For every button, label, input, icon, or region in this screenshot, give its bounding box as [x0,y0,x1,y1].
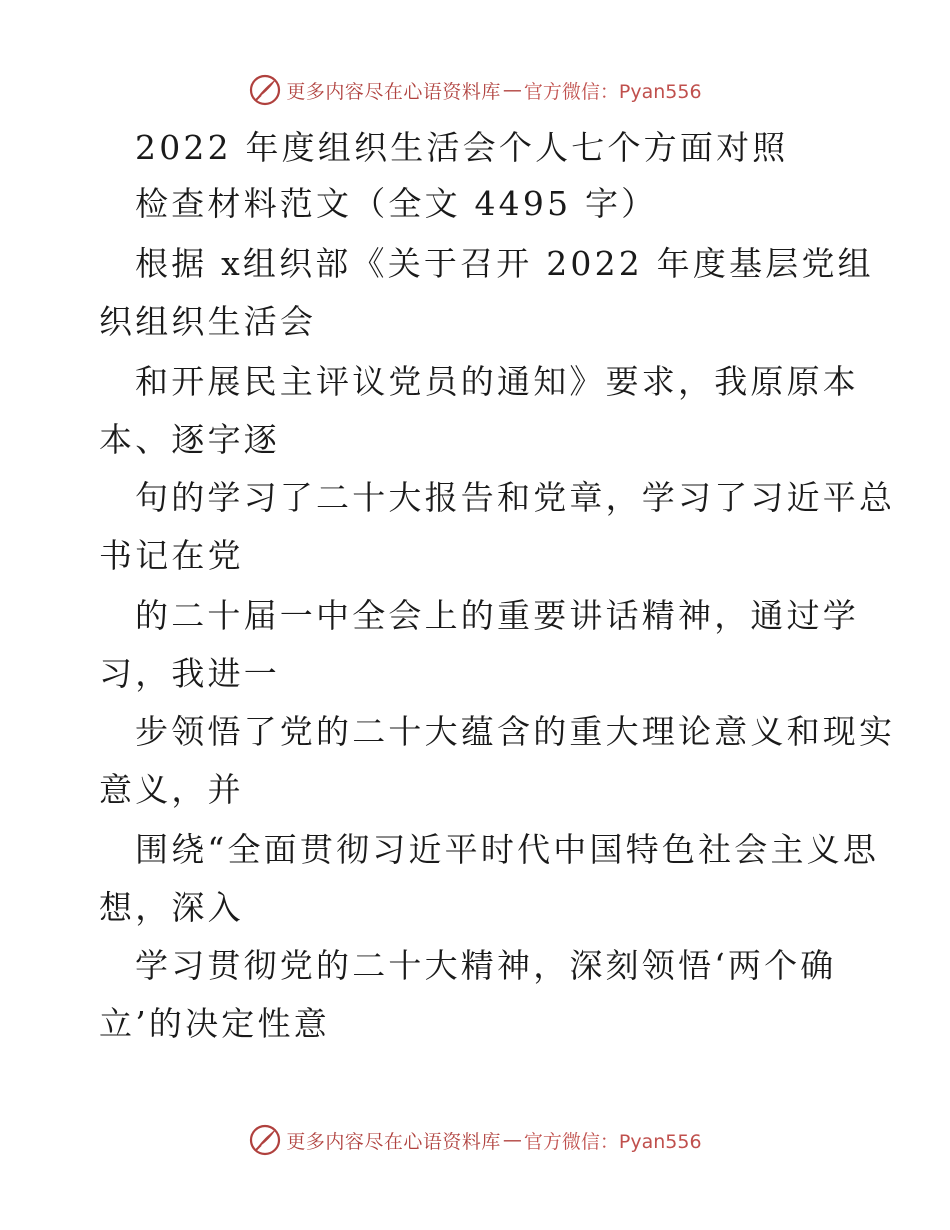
paragraph-line: 意义，并 [99,770,244,809]
feather-pen-logo-icon [248,1123,282,1157]
feather-pen-logo-icon [248,73,282,107]
watermark-dash: — [502,79,522,101]
paragraph-line: 的二十届一中全会上的重要讲话精神，通过学 [135,596,859,635]
header-watermark [0,70,950,110]
title-line-1: 2022 年度组织生活会个人七个方面对照 [135,128,789,167]
paragraph-line: 习，我进一 [99,654,280,693]
watermark-text: 更多内容尽在心语资料库 [286,1130,501,1153]
paragraph-line: 织组织生活会 [99,302,317,341]
paragraph-line: 书记在党 [99,536,244,575]
footer-watermark [0,1120,950,1160]
watermark-contact: 官方微信：Pyan556 [523,80,702,103]
paragraph-line: 学习贯彻党的二十大精神，深刻领悟‘两个确 [135,946,837,985]
watermark-text: 更多内容尽在心语资料库 [286,80,501,103]
title-line-2: 检查材料范文（全文 4495 字） [135,184,658,223]
paragraph-line: 步领悟了党的二十大蕴含的重大理论意义和现实 [135,712,896,751]
paragraph-line: 想，深入 [99,888,244,927]
paragraph-line: 立’的决定性意 [99,1004,330,1043]
watermark-dash: — [502,1129,522,1151]
paragraph-line: 本、逐字逐 [99,420,280,459]
paragraph-line: 句的学习了二十大报告和党章，学习了习近平总 [135,478,896,517]
paragraph-line: 根据 x组织部《关于召开 2022 年度基层党组 [135,244,874,283]
paragraph-line: 和开展民主评议党员的通知》要求，我原原本 [135,362,859,401]
paragraph-line: 围绕“全面贯彻习近平时代中国特色社会主义思 [135,830,880,869]
watermark-contact: 官方微信：Pyan556 [523,1130,702,1153]
